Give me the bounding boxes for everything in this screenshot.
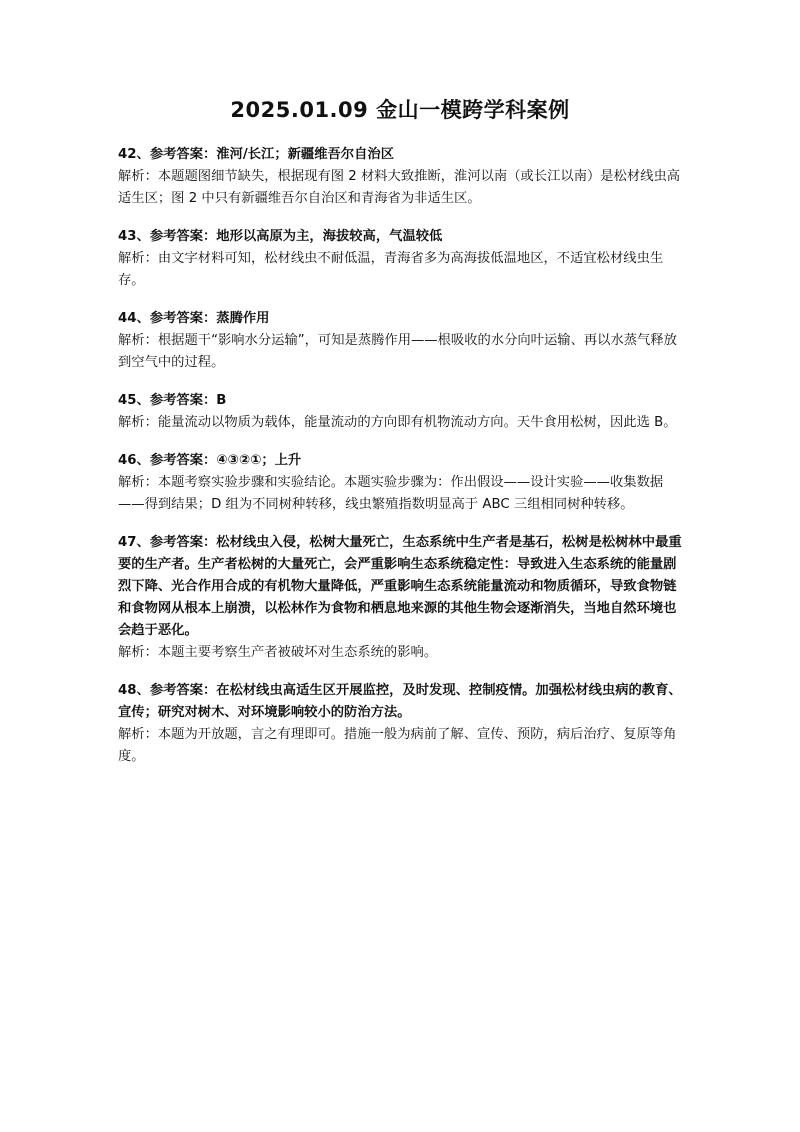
- question-number: 42、: [118, 147, 150, 162]
- analysis-label: 解析：: [118, 645, 158, 660]
- question-number: 43、: [118, 229, 150, 244]
- page-title: 2025.01.09 金山一模跨学科案例: [230, 98, 570, 122]
- answer-label: 参考答案：: [149, 147, 217, 162]
- answer-label: 参考答案：: [149, 229, 217, 244]
- answer-line: [118, 390, 682, 412]
- answer-label: 参考答案：: [149, 453, 217, 468]
- answer-item-48: [118, 680, 682, 768]
- answer-text: 在松材线虫高适生区开展监控，及时发现、控制疫情。加强松材线虫病的教育、宣传；研究对树木、对环境影响较小的防治方法。: [118, 683, 682, 720]
- analysis-label: 解析：: [118, 251, 158, 266]
- answer-line: [118, 680, 682, 724]
- analysis-text: 由文字材料可知，松材线虫不耐低温，青海省多为高海拔低温地区，不适宜松材线虫生存。: [118, 251, 664, 288]
- analysis-text: 根据题干“影响水分运输”，可知是蒸腾作用——根吸收的水分向叶运输、再以水蒸气释放到空气中的过程。: [118, 333, 677, 370]
- answer-item-45: [118, 390, 682, 434]
- answer-label: 参考答案：: [149, 683, 217, 698]
- analysis-line: [118, 248, 682, 292]
- question-number: 46、: [118, 453, 150, 468]
- analysis-line: [118, 724, 682, 768]
- analysis-label: 解析：: [118, 415, 158, 430]
- answer-line: [118, 226, 682, 248]
- answer-label: 参考答案：: [149, 393, 217, 408]
- answer-item-44: [118, 308, 682, 374]
- analysis-text: 能量流动以物质为载体，能量流动的方向即有机物流动方向。天牛食用松树，因此选 B。: [157, 415, 677, 430]
- analysis-label: 解析：: [118, 475, 158, 490]
- analysis-text: 本题考察实验步骤和实验结论。本题实验步骤为：作出假设——设计实验——收集数据——得到结果；D 组为不同树种转移，线虫繁殖指数明显高于 ABC 三组相同树种转移。: [118, 475, 664, 512]
- answer-text: B: [216, 393, 227, 408]
- analysis-line: [118, 412, 682, 434]
- answer-text: 松材线虫入侵，松树大量死亡，生态系统中生产者是基石，松树是松树林中最重要的生产者。生产者松树的大量死亡，会严重影响生态系统稳定性：导致进入生态系统的能量剧烈下降、光合作用合成的有机物大量降低，严重影响生态系统能量流动和物质循环，导致食物链和食物网从根本上崩溃，以松林作为食物和栖息地来源的其他生物会逐渐消失，当地自然环境也会趋于恶化。: [118, 535, 682, 638]
- question-number: 45、: [118, 393, 150, 408]
- analysis-label: 解析：: [118, 169, 158, 184]
- answer-line: [118, 308, 682, 330]
- answer-item-46: [118, 450, 682, 516]
- analysis-label: 解析：: [118, 727, 158, 742]
- answer-line: [118, 144, 682, 166]
- answer-label: 参考答案：: [149, 311, 217, 326]
- analysis-text: 本题主要考察生产者被破坏对生态系统的影响。: [157, 645, 438, 660]
- analysis-text: 本题为开放题，言之有理即可。措施一般为病前了解、宣传、预防，病后治疗、复原等角度。: [118, 727, 677, 764]
- answer-text: 地形以高原为主，海拔较高，气温较低: [216, 229, 443, 244]
- answer-label: 参考答案：: [149, 535, 217, 550]
- analysis-line: [118, 330, 682, 374]
- answer-item-47: [118, 532, 682, 664]
- question-number: 47、: [118, 535, 150, 550]
- analysis-line: [118, 472, 682, 516]
- analysis-line: [118, 642, 682, 664]
- answer-text: 淮河/长江；新疆维吾尔自治区: [216, 147, 395, 162]
- analysis-label: 解析：: [118, 333, 158, 348]
- answer-line: [118, 532, 682, 642]
- question-number: 44、: [118, 311, 150, 326]
- question-number: 48、: [118, 683, 150, 698]
- answer-line: [118, 450, 682, 472]
- analysis-line: [118, 166, 682, 210]
- analysis-text: 本题题图细节缺失，根据现有图 2 材料大致推断，淮河以南（或长江以南）是松材线虫高适生区；图 2 中只有新疆维吾尔自治区和青海省为非适生区。: [118, 169, 681, 206]
- answer-text: 蒸腾作用: [216, 311, 270, 326]
- answer-text: ④③②①；上升: [216, 453, 302, 468]
- answer-item-42: [118, 144, 682, 210]
- answer-item-43: [118, 226, 682, 292]
